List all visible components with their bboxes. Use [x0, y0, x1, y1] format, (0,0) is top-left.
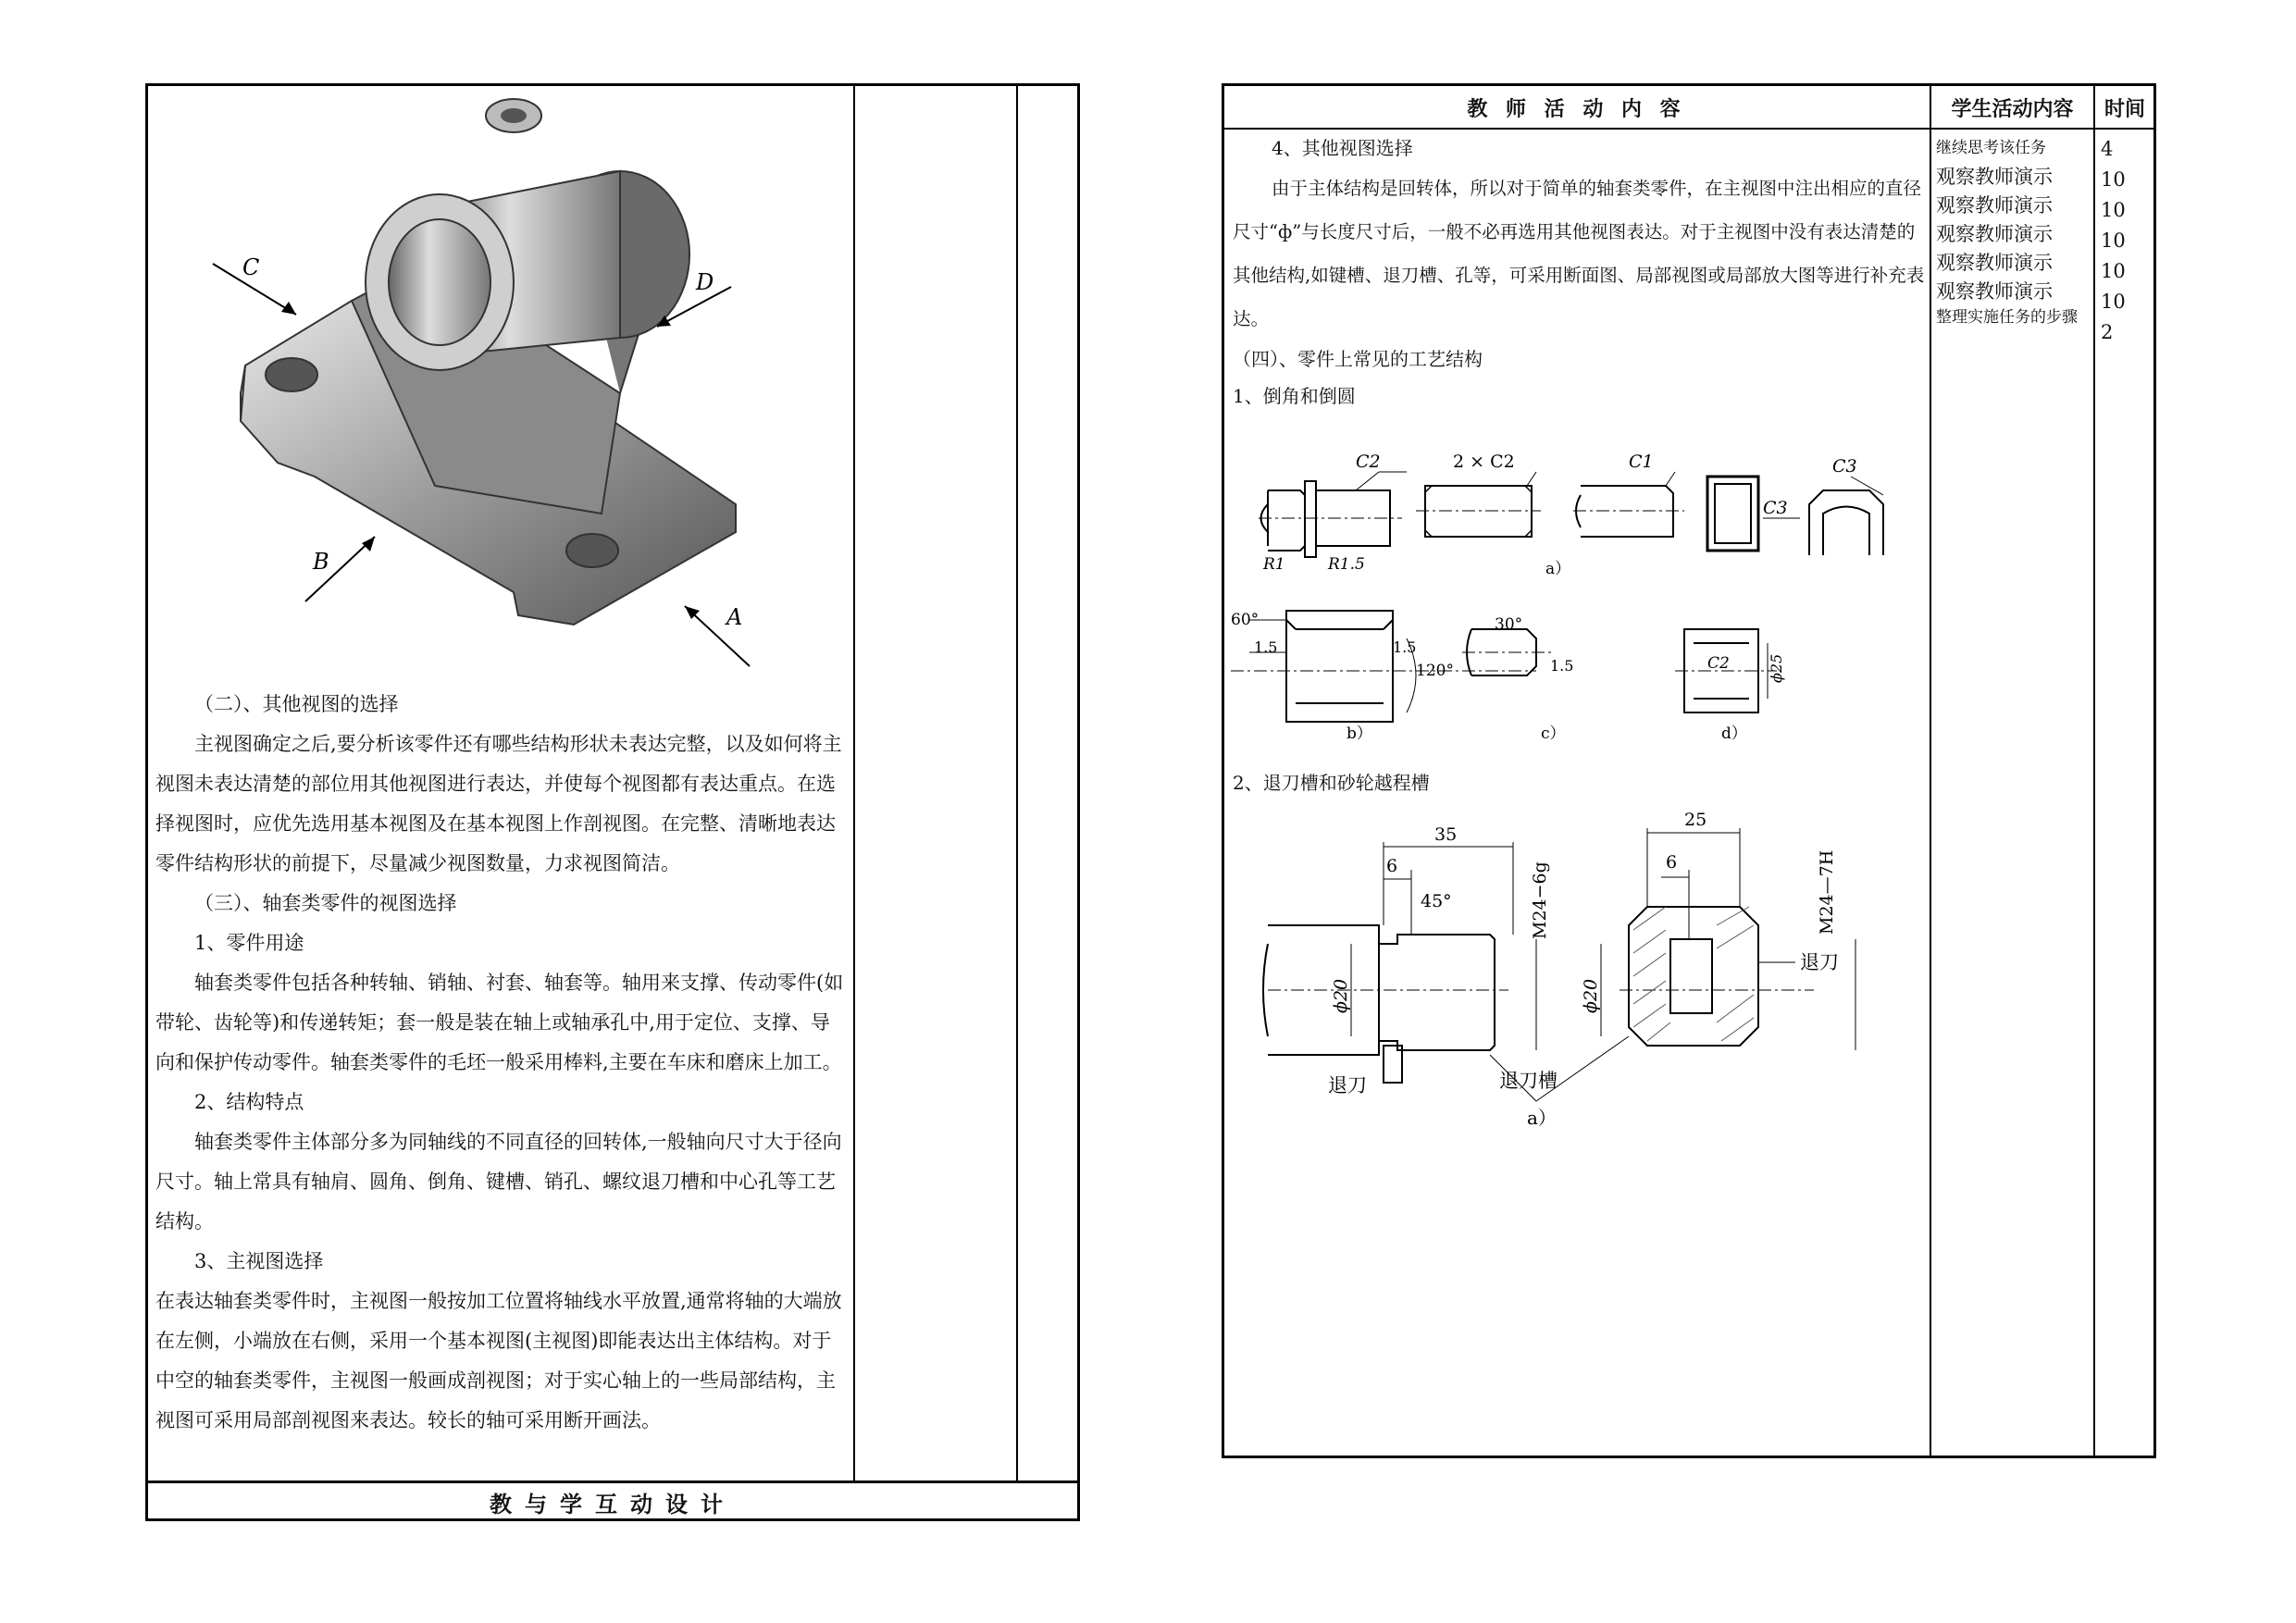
student-activity-item: 观察教师演示: [1936, 194, 2053, 217]
dimension-label: 1.5: [1393, 638, 1417, 656]
right-body-text: [1233, 130, 1925, 415]
angle-label: 60°: [1231, 611, 1260, 629]
diameter-label: ϕ20: [1581, 978, 1601, 1013]
tool-label: 退刀: [1800, 951, 1839, 973]
student-activity-column: [1936, 134, 2091, 328]
thread-label: M24−6g: [1530, 861, 1550, 939]
student-activity-item: 继续思考该任务: [1936, 139, 2046, 157]
left-column-divider: [853, 83, 855, 1481]
time-value: 10: [2101, 199, 2126, 221]
groove-label: 退刀槽: [1499, 1070, 1558, 1092]
chamfer-label: C2: [1707, 654, 1730, 673]
tool-label: 退刀: [1328, 1074, 1367, 1096]
thread-label: M24—7H: [1817, 849, 1837, 935]
chamfer-figure: [1231, 444, 1925, 740]
view-label-b: B: [313, 549, 329, 575]
view-label-a: A: [726, 604, 743, 630]
subfigure-label: d）: [1721, 725, 1747, 740]
time-value: 10: [2101, 291, 2126, 313]
view-label-d: D: [696, 269, 714, 295]
student-activity-item: 观察教师演示: [1936, 252, 2053, 274]
student-activity-item: 观察教师演示: [1936, 280, 2053, 303]
student-activity-item: 观察教师演示: [1936, 223, 2053, 245]
dimension-label: 6: [1386, 856, 1398, 876]
left-body-text: [155, 685, 846, 1441]
time-value: 10: [2101, 229, 2126, 252]
dimension-label: 1.5: [1254, 638, 1278, 656]
diameter-label: ϕ25: [1768, 653, 1785, 683]
dimension-label: 6: [1666, 852, 1678, 873]
subfigure-label: c）: [1541, 725, 1566, 740]
angle-label: 120°: [1416, 662, 1454, 680]
dimension-label: 35: [1434, 824, 1458, 845]
section-heading: 1、零件用途: [194, 932, 304, 954]
header-teacher-activity: 教 师 活 动 内 容: [1467, 97, 1686, 121]
section-heading: （三）、轴套类零件的视图选择: [194, 892, 457, 914]
angle-label: 30°: [1495, 615, 1523, 634]
section-heading: 2、退刀槽和砂轮越程槽: [1233, 772, 1430, 794]
section-heading: （二）、其他视图的选择: [194, 693, 399, 715]
bearing-block-isometric: [185, 88, 777, 680]
section-heading: 4、其他视图选择: [1272, 137, 1413, 159]
header-time: 时间: [2104, 97, 2145, 121]
diameter-label: ϕ20: [1331, 978, 1351, 1013]
time-value: 4: [2101, 138, 2114, 160]
subfigure-label: a）: [1545, 560, 1571, 578]
paragraph: 在表达轴套类零件时，主视图一般按加工位置将轴线水平放置,通常将轴的大端放在左侧，小端放在右侧，采用一个基本视图(主视图)即能表达出主体结构。对于中空的轴套类零件，主视图一般画成剖视图；对于实心轴上的一些局部结构，主视图可采用局部剖视图来表达。较长的轴可采用断开画法。: [155, 1290, 842, 1431]
time-value: 10: [2101, 168, 2126, 191]
subfigure-label: a）: [1527, 1107, 1557, 1129]
section-heading: 1、倒角和倒圆: [1233, 385, 1356, 407]
left-column-divider: [1016, 83, 1018, 1481]
left-footer-title: 教与学互动设计: [145, 1481, 1080, 1521]
chamfer-label: C3: [1763, 498, 1788, 518]
paragraph: 主视图确定之后,要分析该零件还有哪些结构形状未表达完整，以及如何将主视图未表达清楚的部位用其他视图进行表达，并使每个视图都有表达重点。在选择视图时，应优先选用基本视图及在基本视图上作剖视图。在完整、清晰地表达零件结构形状的前提下，尽量减少视图数量，力求视图简洁。: [155, 733, 842, 874]
fillet-label: R1.5: [1328, 555, 1365, 574]
header-student-activity: 学生活动内容: [1951, 97, 2074, 121]
dimension-label: 1.5: [1550, 657, 1574, 675]
student-activity-item: 整理实施任务的步骤: [1936, 308, 2078, 327]
chamfer-label: C1: [1629, 452, 1654, 472]
section-heading: 2、结构特点: [194, 1091, 304, 1113]
time-value: 2: [2101, 321, 2114, 343]
subfigure-label: b）: [1347, 725, 1372, 740]
right-column-divider: [2093, 83, 2095, 1458]
time-column: [2101, 134, 2153, 348]
dimension-label: 25: [1684, 810, 1707, 830]
section-heading: 3、主视图选择: [194, 1250, 324, 1272]
paragraph: 轴套类零件包括各种转轴、销轴、衬套、轴套等。轴用来支撑、传动零件(如带轮、齿轮等)和传递转矩；套一般是装在轴上或轴承孔中,用于定位、支撑、导向和保护传动零件。轴套类零件的毛坯一般采用棒料,主要在车床和磨床上加工。: [155, 972, 844, 1073]
paragraph: 轴套类零件主体部分多为同轴线的不同直径的回转体,一般轴向尺寸大于径向尺寸。轴上常具有轴肩、圆角、倒角、键槽、销孔、螺纹退刀槽和中心孔等工艺结构。: [155, 1131, 842, 1233]
fillet-label: R1: [1263, 555, 1285, 574]
right-column-divider: [1930, 83, 1931, 1458]
view-label-c: C: [242, 254, 260, 280]
student-activity-item: 观察教师演示: [1936, 166, 2053, 188]
angle-label: 45°: [1421, 891, 1452, 911]
undercut-groove-figure: [1259, 805, 1906, 1138]
chamfer-label: 2 × C2: [1453, 452, 1515, 472]
section-heading: （四）、零件上常见的工艺结构: [1233, 348, 1483, 370]
paragraph: 由于主体结构是回转体，所以对于简单的轴套类零件，在主视图中注出相应的直径尺寸“ф”与长度尺寸后，一般不必再选用其他视图表达。对于主视图中没有表达清楚的其他结构,如键槽、退刀槽、孔等，可采用断面图、局部视图或局部放大图等进行补充表达。: [1233, 178, 1925, 329]
chamfer-label: C3: [1832, 456, 1857, 477]
time-value: 10: [2101, 260, 2126, 282]
chamfer-label: C2: [1356, 452, 1381, 472]
